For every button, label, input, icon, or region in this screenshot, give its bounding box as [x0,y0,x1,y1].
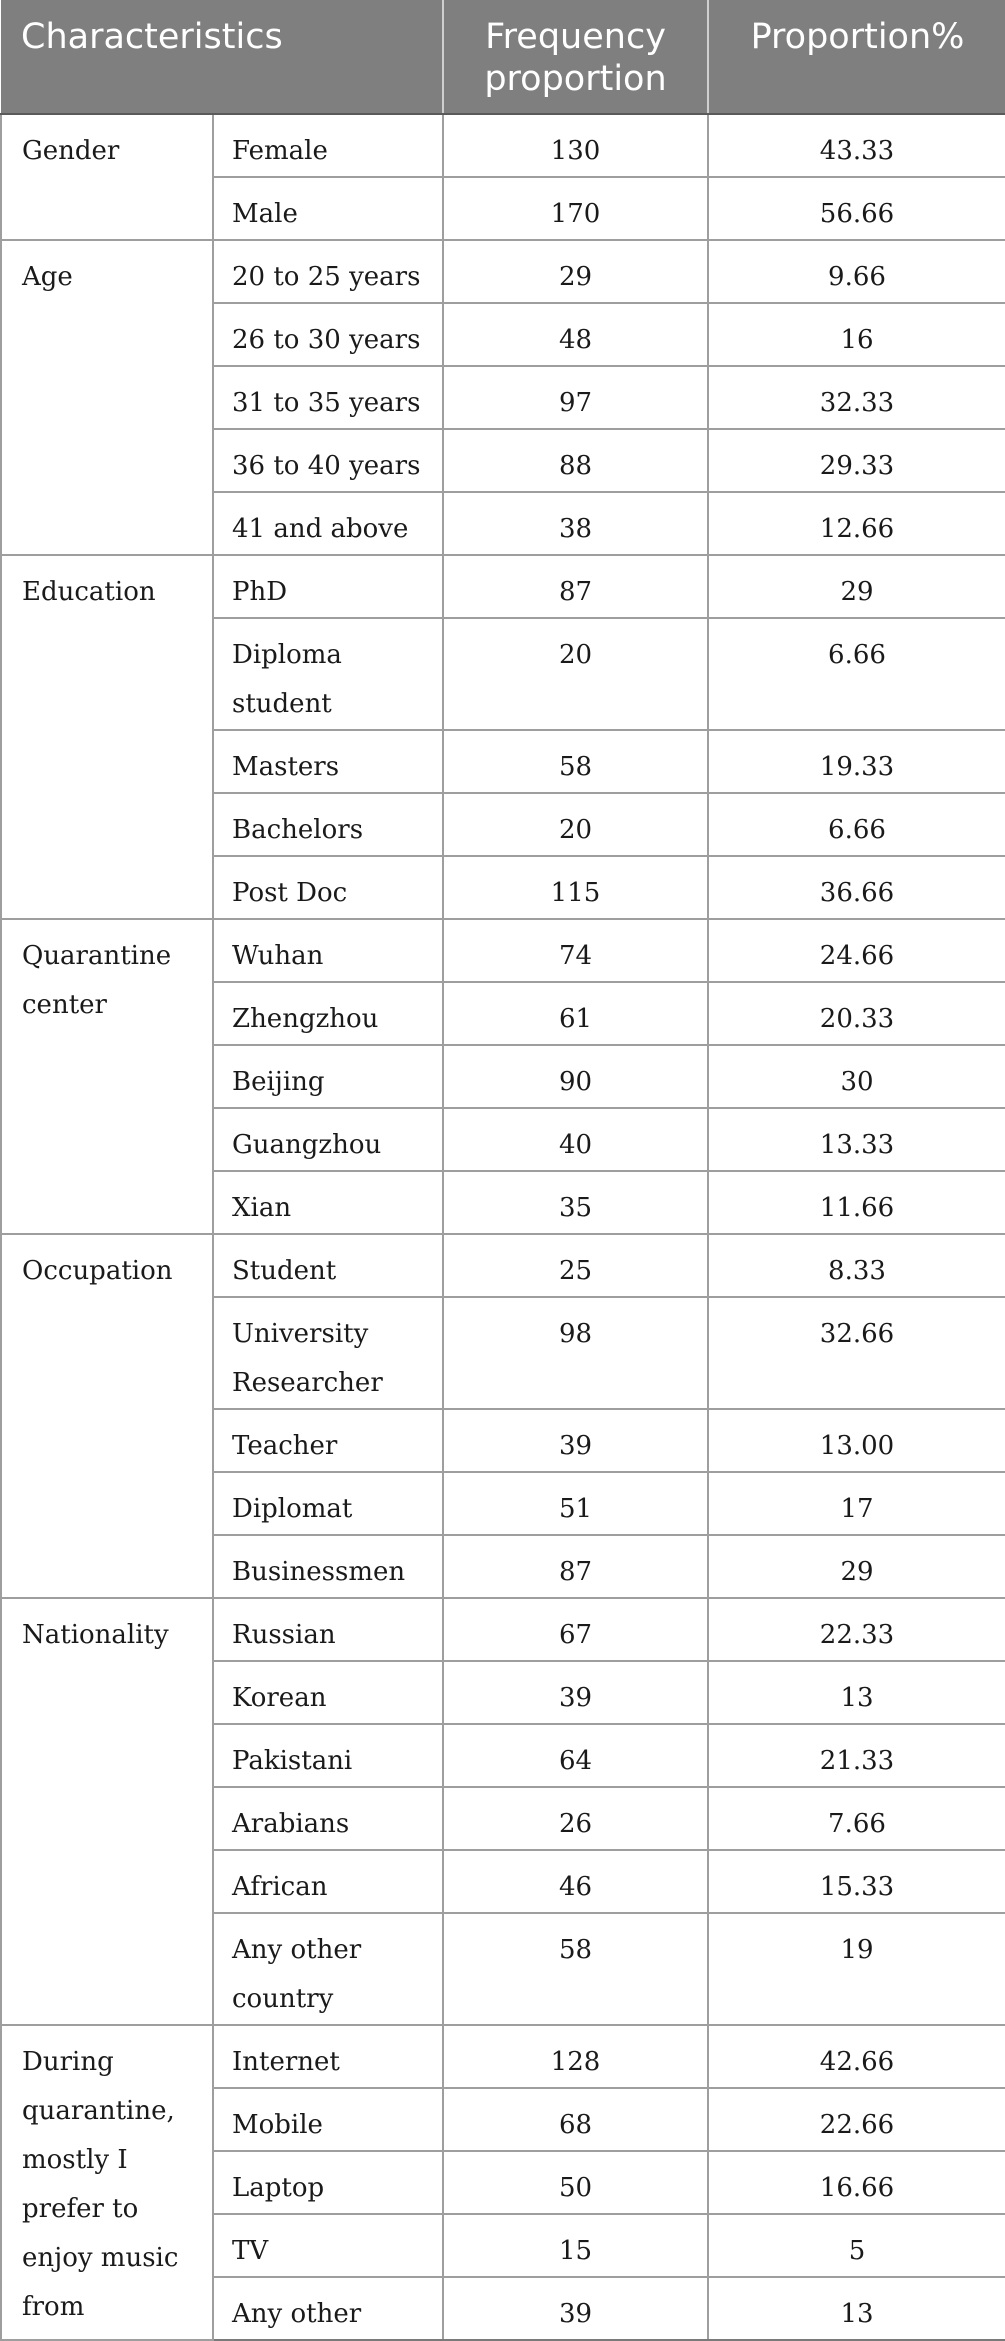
frequency-cell: 98 [443,1297,708,1409]
proportion-cell: 36.66 [708,856,1005,919]
proportion-cell: 6.66 [708,618,1005,730]
group-label: Education [1,555,213,919]
subcategory-cell: 36 to 40 years [213,429,443,492]
frequency-cell: 39 [443,1661,708,1724]
subcategory-cell: Zhengzhou [213,982,443,1045]
header-frequency-line2: proportion [484,59,667,99]
subcategory-cell: Any other [213,2277,443,2340]
group-label: Gender [1,114,213,240]
header-frequency-line1: Frequency [485,17,666,57]
frequency-cell: 130 [443,114,708,177]
frequency-cell: 26 [443,1787,708,1850]
frequency-cell: 61 [443,982,708,1045]
proportion-cell: 12.66 [708,492,1005,555]
proportion-cell: 5 [708,2214,1005,2277]
subcategory-cell: University Researcher [213,1297,443,1409]
subcategory-cell: TV [213,2214,443,2277]
frequency-cell: 50 [443,2151,708,2214]
proportion-cell: 43.33 [708,114,1005,177]
proportion-cell: 6.66 [708,793,1005,856]
subcategory-cell: 20 to 25 years [213,240,443,303]
subcategory-cell: Wuhan [213,919,443,982]
table-row [1,555,1005,618]
group-label: Quarantine center [1,919,213,1234]
subcategory-cell: Pakistani [213,1724,443,1787]
frequency-cell: 48 [443,303,708,366]
table-row [1,1234,1005,1297]
subcategory-cell: Masters [213,730,443,793]
proportion-cell: 20.33 [708,982,1005,1045]
header-frequency [443,0,708,114]
proportion-cell: 32.33 [708,366,1005,429]
proportion-cell: 11.66 [708,1171,1005,1234]
proportion-cell: 15.33 [708,1850,1005,1913]
proportion-cell: 19 [708,1913,1005,2025]
subcategory-cell: Teacher [213,1409,443,1472]
group-label: Nationality [1,1598,213,2025]
proportion-cell: 22.33 [708,1598,1005,1661]
frequency-cell: 68 [443,2088,708,2151]
proportion-cell: 13 [708,2277,1005,2340]
proportion-cell: 17 [708,1472,1005,1535]
subcategory-cell: Beijing [213,1045,443,1108]
subcategory-cell: Russian [213,1598,443,1661]
subcategory-cell: Any other country [213,1913,443,2025]
frequency-cell: 20 [443,793,708,856]
frequency-cell: 20 [443,618,708,730]
frequency-cell: 29 [443,240,708,303]
frequency-cell: 88 [443,429,708,492]
frequency-cell: 67 [443,1598,708,1661]
group-label: Age [1,240,213,555]
frequency-cell: 39 [443,1409,708,1472]
group-label: During quarantine, mostly I prefer to enjoy music from [1,2025,213,2340]
frequency-cell: 87 [443,1535,708,1598]
frequency-cell: 35 [443,1171,708,1234]
frequency-cell: 87 [443,555,708,618]
frequency-cell: 40 [443,1108,708,1171]
proportion-cell: 42.66 [708,2025,1005,2088]
frequency-cell: 38 [443,492,708,555]
table-row [1,114,1005,177]
frequency-cell: 15 [443,2214,708,2277]
proportion-cell: 29 [708,1535,1005,1598]
frequency-cell: 97 [443,366,708,429]
header-proportion: Proportion% [708,0,1005,114]
frequency-cell: 74 [443,919,708,982]
proportion-cell: 24.66 [708,919,1005,982]
proportion-cell: 32.66 [708,1297,1005,1409]
subcategory-cell: PhD [213,555,443,618]
proportion-cell: 21.33 [708,1724,1005,1787]
frequency-cell: 51 [443,1472,708,1535]
proportion-cell: 30 [708,1045,1005,1108]
frequency-cell: 170 [443,177,708,240]
proportion-cell: 9.66 [708,240,1005,303]
subcategory-cell: 26 to 30 years [213,303,443,366]
frequency-cell: 39 [443,2277,708,2340]
subcategory-cell: Guangzhou [213,1108,443,1171]
subcategory-cell: Female [213,114,443,177]
proportion-cell: 7.66 [708,1787,1005,1850]
subcategory-cell: 31 to 35 years [213,366,443,429]
proportion-cell: 16.66 [708,2151,1005,2214]
proportion-cell: 29.33 [708,429,1005,492]
subcategory-cell: 41 and above [213,492,443,555]
proportion-cell: 22.66 [708,2088,1005,2151]
header-characteristics: Characteristics [1,0,443,114]
subcategory-cell: Student [213,1234,443,1297]
frequency-cell: 128 [443,2025,708,2088]
subcategory-cell: Arabians [213,1787,443,1850]
frequency-cell: 46 [443,1850,708,1913]
subcategory-cell: African [213,1850,443,1913]
subcategory-cell: Bachelors [213,793,443,856]
proportion-cell: 16 [708,303,1005,366]
subcategory-cell: Post Doc [213,856,443,919]
frequency-cell: 25 [443,1234,708,1297]
frequency-cell: 58 [443,1913,708,2025]
proportion-cell: 19.33 [708,730,1005,793]
proportion-cell: 13.00 [708,1409,1005,1472]
subcategory-cell: Laptop [213,2151,443,2214]
table-header [1,0,1005,114]
subcategory-cell: Businessmen [213,1535,443,1598]
subcategory-cell: Diplomat [213,1472,443,1535]
subcategory-cell: Diploma student [213,618,443,730]
subcategory-cell: Internet [213,2025,443,2088]
table-body [1,114,1005,2340]
proportion-cell: 13.33 [708,1108,1005,1171]
frequency-cell: 58 [443,730,708,793]
proportion-cell: 13 [708,1661,1005,1724]
table-row [1,240,1005,303]
subcategory-cell: Mobile [213,2088,443,2151]
proportion-cell: 8.33 [708,1234,1005,1297]
subcategory-cell: Xian [213,1171,443,1234]
table-row [1,919,1005,982]
subcategory-cell: Male [213,177,443,240]
frequency-cell: 90 [443,1045,708,1108]
frequency-cell: 64 [443,1724,708,1787]
group-label: Occupation [1,1234,213,1598]
proportion-cell: 56.66 [708,177,1005,240]
table-row [1,1598,1005,1661]
table-row [1,2025,1005,2088]
frequency-cell: 115 [443,856,708,919]
subcategory-cell: Korean [213,1661,443,1724]
proportion-cell: 29 [708,555,1005,618]
